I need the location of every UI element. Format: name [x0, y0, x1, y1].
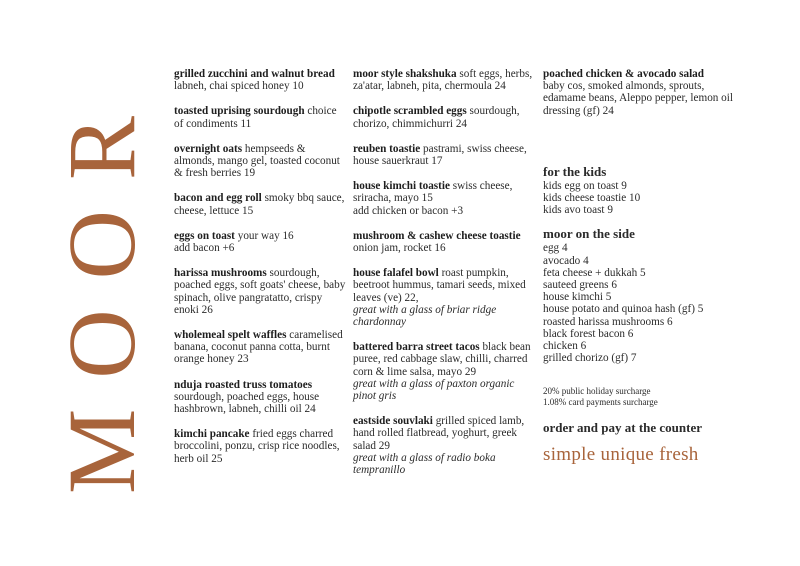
side-item: feta cheese + dukkah 5 [543, 266, 646, 279]
menu-item [353, 267, 538, 328]
menu-item [174, 192, 346, 216]
menu-item-desc: sourdough, chorizo, chimmichurri 24 [353, 105, 520, 130]
menu-item-desc: smoky bbq sauce, cheese, lettuce 15 [174, 192, 345, 217]
menu-item-desc: pastrami, swiss cheese, house sauerkraut 17 [353, 142, 527, 168]
menu-item-name: mushroom & cashew cheese toastie [353, 229, 521, 242]
menu-column-2 [353, 68, 538, 489]
menu-item-desc: soft eggs, herbs, za'atar, labneh, pita, chermoula 24 [353, 68, 533, 93]
menu-item-name: bacon and egg roll [174, 192, 262, 205]
side-item: avocado 4 [543, 254, 589, 267]
wine-pairing-note: great with a glass of briar ridge chardonnay [353, 303, 497, 329]
menu-item [543, 68, 743, 117]
menu-item-desc: swiss cheese, sriracha, mayo 15 [353, 180, 513, 205]
tagline: simple unique fresh [543, 443, 699, 465]
menu-item-desc: sourdough, poached eggs, house hashbrown, labneh, chilli oil 24 [174, 390, 320, 416]
menu-item-name: grilled zucchini and walnut bread [174, 68, 335, 80]
menu-item [353, 105, 538, 129]
surcharges [543, 386, 743, 408]
side-item: house kimchi 5 [543, 291, 612, 304]
kids-item: kids cheese toastie 10 [543, 192, 641, 205]
menu-item [174, 428, 346, 465]
menu-item [353, 415, 538, 476]
menu-item [174, 68, 346, 92]
wine-pairing-note: great with a glass of radio boka tempranillo [353, 451, 496, 477]
menu-item-name: house kimchi toastie [353, 180, 450, 193]
menu-item [174, 379, 346, 416]
order-note: order and pay at the counter [543, 420, 703, 436]
menu-item-desc: hempseeds & almonds, mango gel, toasted coconut & fresh berries 19 [174, 142, 340, 180]
menu-item [353, 143, 538, 167]
menu-item [353, 68, 538, 92]
menu-item-name: nduja roasted truss tomatoes [174, 378, 313, 391]
wine-pairing-note: great with a glass of paxton organic pinot gris [353, 377, 515, 403]
sides-list [543, 242, 743, 364]
kids-item: kids egg on toast 9 [543, 179, 627, 192]
kids-section-title: for the kids [543, 163, 607, 179]
side-item: black forest bacon 6 [543, 327, 634, 340]
menu-item-name: moor style shakshuka [353, 68, 457, 80]
sides-section-title: moor on the side [543, 226, 635, 242]
menu-item-extra: add chicken or bacon +3 [353, 204, 464, 217]
menu-item-name: toasted uprising sourdough [174, 105, 305, 118]
side-item: grilled chorizo (gf) 7 [543, 352, 637, 365]
menu-item-desc: roast pumpkin, beetroot hummus, tamari seeds, mixed leaves (ve) 22, [353, 267, 526, 304]
menu-item [353, 180, 538, 217]
menu-column-1 [174, 68, 346, 478]
menu-item [174, 143, 346, 180]
menu-item-name: battered barra street tacos [353, 341, 480, 354]
menu-item-name: harissa mushrooms [174, 267, 267, 280]
side-item: chicken 6 [543, 340, 587, 353]
menu-item-name: house falafel bowl [353, 267, 439, 280]
side-item: sauteed greens 6 [543, 279, 617, 292]
surcharge-line: 20% public holiday surcharge [543, 386, 651, 397]
menu-item-desc: onion jam, rocket 16 [353, 242, 446, 255]
side-item: egg 4 [543, 242, 568, 255]
menu-item-desc: your way 16 [234, 229, 294, 242]
side-item: house potato and quinoa hash (gf) 5 [543, 303, 704, 316]
menu-item [353, 230, 538, 254]
menu-item-name: chipotle scrambled eggs [353, 105, 467, 118]
brand-name: MOOR [48, 85, 156, 495]
menu-item-extra: add bacon +6 [174, 242, 235, 255]
menu-item-desc: fried eggs charred broccolini, ponzu, crisp rice noodles, herb oil 25 [174, 428, 340, 465]
menu-item [174, 267, 346, 316]
menu-item [353, 341, 538, 402]
menu-item [174, 230, 346, 254]
menu-item [174, 105, 346, 129]
menu-item-name: kimchi pancake [174, 428, 250, 441]
sides-section [543, 226, 743, 364]
menu-item-name: overnight oats [174, 142, 243, 155]
brand-logo [48, 40, 156, 540]
menu-item-name: eggs on toast [174, 229, 235, 242]
menu-item-desc: labneh, chai spiced honey 10 [174, 80, 304, 93]
menu-item-name: wholemeal spelt waffles [174, 329, 287, 342]
menu-item-desc: black bean puree, red cabbage slaw, chilli, charred corn & lime salsa, mayo 29 [353, 341, 531, 378]
side-item: roasted harissa mushrooms 6 [543, 315, 673, 328]
menu-item-name: poached chicken & avocado salad [543, 68, 704, 80]
menu-item-name: eastside souvlaki [353, 415, 433, 428]
menu-item [174, 329, 346, 366]
menu-item-desc: grilled spiced lamb, hand rolled flatbread, yoghurt, greek salad 29 [353, 415, 525, 452]
menu-column-3 [543, 68, 743, 465]
menu-item-desc: sourdough, poached eggs, soft goats' cheese, baby spinach, olive pangratatto, crispy enoki 26 [174, 267, 346, 316]
menu-item-desc: baby cos, smoked almonds, sprouts, edamame beans, Aleppo pepper, lemon oil dressing (gf) 24 [543, 80, 733, 117]
surcharge-line: 1.08% card payments surcharge [543, 397, 658, 408]
menu-item-name: reuben toastie [353, 142, 421, 155]
menu-item-desc: caramelised banana, coconut panna cotta, burnt orange honey 23 [174, 329, 343, 366]
kids-list [543, 180, 743, 217]
kids-section [543, 164, 743, 217]
kids-item: kids avo toast 9 [543, 204, 613, 217]
menu-item-desc: choice of condiments 11 [174, 105, 337, 130]
